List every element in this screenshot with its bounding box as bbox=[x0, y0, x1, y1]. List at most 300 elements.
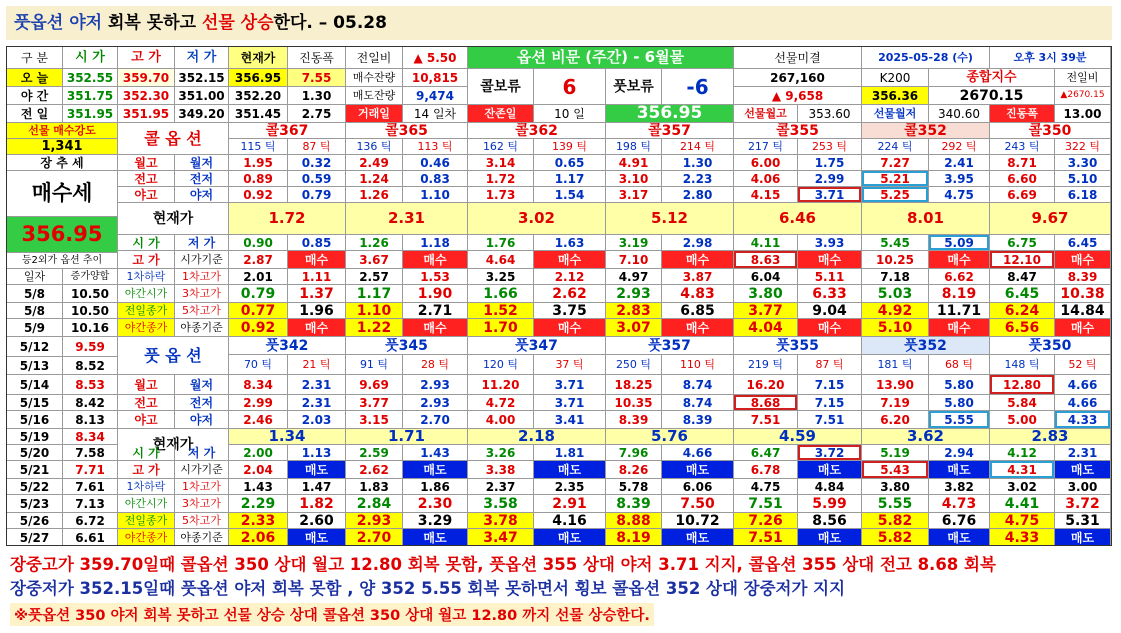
table-cell: 8.52 bbox=[63, 357, 118, 375]
table-cell: 3.75 bbox=[534, 303, 606, 319]
table-cell: 5.11 bbox=[798, 269, 862, 285]
table-cell: 2.31 bbox=[288, 375, 346, 395]
table-cell: 5.45 bbox=[862, 235, 929, 251]
table-cell: 매도 bbox=[798, 529, 862, 546]
table-cell: 월저 bbox=[175, 155, 229, 171]
table-cell: 87 틱 bbox=[288, 139, 346, 155]
table-cell: 3.15 bbox=[346, 411, 403, 429]
table-cell: 1.72 bbox=[229, 203, 346, 235]
table-cell: 9.69 bbox=[346, 375, 403, 395]
table-cell: 2.29 bbox=[229, 495, 288, 513]
table-cell: 10.25 bbox=[862, 251, 929, 269]
table-cell: 5.99 bbox=[798, 495, 862, 513]
table-cell: 5/23 bbox=[7, 495, 63, 513]
table-cell: 8.88 bbox=[606, 513, 662, 529]
table-cell: 매수 bbox=[798, 251, 862, 269]
table-cell: 현재가 bbox=[229, 47, 288, 69]
table-cell: 1.82 bbox=[288, 495, 346, 513]
table-cell: 진동폭 bbox=[288, 47, 346, 69]
table-cell: ▲2670.15 bbox=[1055, 87, 1111, 105]
table-cell: 8.19 bbox=[606, 529, 662, 546]
table-cell: 전일비 bbox=[1055, 69, 1111, 87]
table-cell: 4.16 bbox=[534, 513, 606, 529]
table-cell: 5/8 bbox=[7, 303, 63, 319]
title-recover: 회복 못하고 bbox=[107, 13, 202, 33]
table-cell: 6.62 bbox=[929, 269, 990, 285]
table-cell: 359.70 bbox=[118, 69, 175, 87]
table-cell: 10.50 bbox=[63, 285, 118, 303]
table-cell: 1.26 bbox=[346, 187, 403, 203]
table-cell: 8.71 bbox=[990, 155, 1055, 171]
table-cell: 풋350 bbox=[990, 337, 1111, 355]
table-cell: 351.75 bbox=[63, 87, 118, 105]
table-cell: 2.71 bbox=[403, 303, 468, 319]
table-cell: 야고 bbox=[118, 411, 175, 429]
table-cell: 6.75 bbox=[990, 235, 1055, 251]
table-cell: 3.25 bbox=[468, 269, 534, 285]
table-cell: 5.80 bbox=[929, 395, 990, 411]
table-cell: 야고 bbox=[118, 187, 175, 203]
table-cell: 14.84 bbox=[1055, 303, 1111, 319]
table-cell: 351.00 bbox=[175, 87, 229, 105]
table-cell: 3.71 bbox=[798, 187, 862, 203]
table-cell: 1.96 bbox=[288, 303, 346, 319]
table-cell: 7.51 bbox=[734, 411, 798, 429]
table-cell: 선물월저 bbox=[862, 105, 929, 123]
table-cell: 7.26 bbox=[734, 513, 798, 529]
table-cell: 콜보류 bbox=[468, 69, 534, 105]
options-table bbox=[6, 46, 1112, 546]
table-cell: 10.16 bbox=[63, 319, 118, 337]
table-cell: 시 가 bbox=[63, 47, 118, 69]
table-cell: 매도 bbox=[534, 529, 606, 546]
table-cell: 1.70 bbox=[468, 319, 534, 337]
table-cell: 351.95 bbox=[118, 105, 175, 123]
table-cell: 4.75 bbox=[929, 187, 990, 203]
table-cell: 5차고가 bbox=[175, 513, 229, 529]
table-cell: 1.72 bbox=[468, 171, 534, 187]
table-cell: 4.91 bbox=[606, 155, 662, 171]
table-cell: 1.10 bbox=[403, 187, 468, 203]
table-cell: 1차하락 bbox=[118, 479, 175, 495]
table-cell: 110 틱 bbox=[662, 355, 734, 375]
table-cell: 5.10 bbox=[862, 319, 929, 337]
table-cell: 6.33 bbox=[798, 285, 862, 303]
table-cell: 현재가 bbox=[118, 203, 229, 235]
table-cell: 352.20 bbox=[229, 87, 288, 105]
table-cell: 선물월고 bbox=[734, 105, 798, 123]
table-cell: 야간시가 bbox=[118, 285, 175, 303]
table-cell: 3.17 bbox=[606, 187, 662, 203]
table-cell: 0.59 bbox=[288, 171, 346, 187]
table-cell: 5.12 bbox=[606, 203, 734, 235]
table-cell: 5차고가 bbox=[175, 303, 229, 319]
table-cell: 8.39 bbox=[606, 411, 662, 429]
table-cell: 매수 bbox=[403, 251, 468, 269]
table-cell: 매수세 bbox=[7, 171, 118, 217]
table-cell: 2.30 bbox=[403, 495, 468, 513]
table-cell: 야간종가 bbox=[118, 529, 175, 546]
table-cell: 시 가 bbox=[118, 445, 175, 461]
table-cell: 4.04 bbox=[734, 319, 798, 337]
table-cell: 10.72 bbox=[662, 513, 734, 529]
table-cell: 2.93 bbox=[403, 375, 468, 395]
table-cell: 매도 bbox=[403, 529, 468, 546]
table-cell: 전저 bbox=[175, 395, 229, 411]
table-cell: 월저 bbox=[175, 375, 229, 395]
table-cell: 4.64 bbox=[468, 251, 534, 269]
table-cell: 1.30 bbox=[288, 87, 346, 105]
table-cell: 5/12 bbox=[7, 337, 63, 357]
table-cell: 0.89 bbox=[229, 171, 288, 187]
table-cell: 1차고가 bbox=[175, 479, 229, 495]
page-title bbox=[6, 6, 1112, 40]
table-cell: 콜362 bbox=[468, 123, 606, 139]
table-cell: 12.80 bbox=[990, 375, 1055, 395]
table-cell: 9.67 bbox=[990, 203, 1111, 235]
table-cell: 6.61 bbox=[63, 529, 118, 546]
table-cell: 전일종가 bbox=[118, 303, 175, 319]
table-cell: 5/8 bbox=[7, 285, 63, 303]
table-cell: 매수잔량 bbox=[346, 69, 403, 87]
table-cell: 3.71 bbox=[534, 375, 606, 395]
table-cell: K200 bbox=[862, 69, 929, 87]
table-cell: 8.34 bbox=[229, 375, 288, 395]
table-cell: 3.19 bbox=[606, 235, 662, 251]
table-cell: 1.66 bbox=[468, 285, 534, 303]
table-cell: 4.97 bbox=[606, 269, 662, 285]
table-cell: 콜 옵 션 bbox=[118, 123, 229, 155]
table-cell: 매수 bbox=[1055, 251, 1111, 269]
table-cell: 6.20 bbox=[862, 411, 929, 429]
table-cell: 매수 bbox=[662, 251, 734, 269]
table-cell: 18.25 bbox=[606, 375, 662, 395]
title-night: 야저 bbox=[63, 13, 108, 33]
table-cell: 2.18 bbox=[468, 429, 606, 445]
table-cell: 2.33 bbox=[229, 513, 288, 529]
table-cell: 11.20 bbox=[468, 375, 534, 395]
table-cell: 증가양합 bbox=[63, 269, 118, 285]
table-cell: 8.39 bbox=[1055, 269, 1111, 285]
table-cell: 매도 bbox=[662, 529, 734, 546]
table-cell: 풋352 bbox=[862, 337, 990, 355]
table-cell: 콜367 bbox=[229, 123, 346, 139]
table-cell: 70 틱 bbox=[229, 355, 288, 375]
table-cell: 1.90 bbox=[403, 285, 468, 303]
table-cell: 5.43 bbox=[862, 461, 929, 479]
table-cell: 0.85 bbox=[288, 235, 346, 251]
table-cell: 356.95 bbox=[229, 69, 288, 87]
table-cell: 10,815 bbox=[403, 69, 468, 87]
table-cell: 0.65 bbox=[534, 155, 606, 171]
title-date: 한다. – 05.28 bbox=[273, 13, 387, 33]
table-cell: 7.61 bbox=[63, 479, 118, 495]
table-cell: 2.91 bbox=[534, 495, 606, 513]
table-cell: 5.31 bbox=[1055, 513, 1111, 529]
table-cell: 2.62 bbox=[346, 461, 403, 479]
table-cell: 3.62 bbox=[862, 429, 990, 445]
table-cell: 3.47 bbox=[468, 529, 534, 546]
table-cell: 진동폭 bbox=[990, 105, 1055, 123]
table-cell: 7.10 bbox=[606, 251, 662, 269]
table-cell: 2.00 bbox=[229, 445, 288, 461]
table-cell: 1.73 bbox=[468, 187, 534, 203]
table-cell: 340.60 bbox=[929, 105, 990, 123]
table-cell: 6.45 bbox=[990, 285, 1055, 303]
table-cell: 6.06 bbox=[662, 479, 734, 495]
table-cell: 콜365 bbox=[346, 123, 468, 139]
table-cell: 356.36 bbox=[862, 87, 929, 105]
table-cell: 5/22 bbox=[7, 479, 63, 495]
title-put: 풋옵션 bbox=[14, 13, 64, 33]
table-cell: 4.83 bbox=[662, 285, 734, 303]
table-cell: 2.62 bbox=[534, 285, 606, 303]
table-cell: 2.83 bbox=[606, 303, 662, 319]
table-cell: 352.55 bbox=[63, 69, 118, 87]
table-cell: 1.71 bbox=[346, 429, 468, 445]
table-cell: 매수 bbox=[798, 319, 862, 337]
table-cell: 4.92 bbox=[862, 303, 929, 319]
table-cell: 6.04 bbox=[734, 269, 798, 285]
table-cell: 야저 bbox=[175, 187, 229, 203]
table-cell: 풋347 bbox=[468, 337, 606, 355]
table-cell: 5/14 bbox=[7, 375, 63, 395]
table-cell: 현재가 bbox=[118, 429, 229, 461]
table-cell: 351.95 bbox=[63, 105, 118, 123]
table-cell: 3.30 bbox=[1055, 155, 1111, 171]
table-cell: 2.87 bbox=[229, 251, 288, 269]
table-cell: 거래일 bbox=[346, 105, 403, 123]
table-cell: 0.92 bbox=[229, 319, 288, 337]
table-cell: 3차고가 bbox=[175, 495, 229, 513]
table-cell: 3.02 bbox=[990, 479, 1055, 495]
table-cell: 10.50 bbox=[63, 303, 118, 319]
table-cell: 야간시가 bbox=[118, 495, 175, 513]
table-cell: 3.87 bbox=[662, 269, 734, 285]
table-cell: 시가기준 bbox=[175, 251, 229, 269]
table-cell: 풋357 bbox=[606, 337, 734, 355]
table-cell: 356.95 bbox=[606, 105, 734, 123]
table-cell: 1.47 bbox=[288, 479, 346, 495]
table-cell: 3.82 bbox=[929, 479, 990, 495]
table-cell: 전고 bbox=[118, 395, 175, 411]
table-cell: 5.21 bbox=[862, 171, 929, 187]
table-cell: 5/15 bbox=[7, 395, 63, 411]
table-cell: 매수 bbox=[403, 319, 468, 337]
table-cell: 2.35 bbox=[534, 479, 606, 495]
table-cell: 4.84 bbox=[798, 479, 862, 495]
table-cell: 전일비 bbox=[346, 47, 403, 69]
table-cell: 16.20 bbox=[734, 375, 798, 395]
table-cell: 4.66 bbox=[1055, 395, 1111, 411]
table-cell: 7.15 bbox=[798, 395, 862, 411]
table-cell: 4.31 bbox=[990, 461, 1055, 479]
table-cell: 8.68 bbox=[734, 395, 798, 411]
table-cell: 2.12 bbox=[534, 269, 606, 285]
table-cell: 217 틱 bbox=[734, 139, 798, 155]
table-cell: 214 틱 bbox=[662, 139, 734, 155]
table-cell: 6.72 bbox=[63, 513, 118, 529]
table-cell: 2.03 bbox=[288, 411, 346, 429]
table-cell: 8.74 bbox=[662, 395, 734, 411]
table-cell: 5/26 bbox=[7, 513, 63, 529]
table-cell: 2.75 bbox=[288, 105, 346, 123]
table-cell: 풋355 bbox=[734, 337, 862, 355]
table-cell: 349.20 bbox=[175, 105, 229, 123]
table-cell: 매도 bbox=[929, 529, 990, 546]
table-cell: 3차고가 bbox=[175, 285, 229, 303]
table-cell: 2670.15 bbox=[929, 87, 1055, 105]
table-cell: 저 가 bbox=[175, 235, 229, 251]
table-cell: 2.80 bbox=[662, 187, 734, 203]
table-cell: 6.85 bbox=[662, 303, 734, 319]
table-cell: 6.56 bbox=[990, 319, 1055, 337]
table-cell: 21 틱 bbox=[288, 355, 346, 375]
table-cell: 3.00 bbox=[1055, 479, 1111, 495]
table-cell: 2.41 bbox=[929, 155, 990, 171]
table-cell: 8.63 bbox=[734, 251, 798, 269]
table-cell: 일자 bbox=[7, 269, 63, 285]
table-cell: 잔존일 bbox=[468, 105, 534, 123]
table-cell: 2.99 bbox=[229, 395, 288, 411]
table-cell: 6.60 bbox=[990, 171, 1055, 187]
table-cell: 저 가 bbox=[175, 445, 229, 461]
table-cell: 5/13 bbox=[7, 357, 63, 375]
table-cell: 매도 bbox=[929, 461, 990, 479]
table-cell: 전일종가 bbox=[118, 513, 175, 529]
table-cell: 1.52 bbox=[468, 303, 534, 319]
table-cell: 7.27 bbox=[862, 155, 929, 171]
table-cell: 매도잔량 bbox=[346, 87, 403, 105]
table-cell: 115 틱 bbox=[229, 139, 288, 155]
table-cell: 매수 bbox=[929, 319, 990, 337]
table-cell: 시 가 bbox=[118, 235, 175, 251]
table-cell: 2.31 bbox=[346, 203, 468, 235]
table-cell: 야간종가 bbox=[118, 319, 175, 337]
table-cell: 9.04 bbox=[798, 303, 862, 319]
table-cell: 7.96 bbox=[606, 445, 662, 461]
table-cell: 매도 bbox=[288, 529, 346, 546]
table-cell: 1.10 bbox=[346, 303, 403, 319]
table-cell: 352.30 bbox=[118, 87, 175, 105]
table-cell: 1.24 bbox=[346, 171, 403, 187]
table-cell: 2.06 bbox=[229, 529, 288, 546]
table-cell: 1.34 bbox=[229, 429, 346, 445]
table-cell: 253 틱 bbox=[798, 139, 862, 155]
table-cell: 5.03 bbox=[862, 285, 929, 303]
table-cell: 4.66 bbox=[1055, 375, 1111, 395]
table-cell: 구 분 bbox=[7, 47, 63, 69]
table-cell: 6.47 bbox=[734, 445, 798, 461]
table-cell: 1.30 bbox=[662, 155, 734, 171]
table-cell: 선물 매수강도 bbox=[7, 123, 118, 139]
table-cell: 8.01 bbox=[862, 203, 990, 235]
table-cell: 7.15 bbox=[798, 375, 862, 395]
table-cell: 8.13 bbox=[63, 411, 118, 429]
table-cell: 5/9 bbox=[7, 319, 63, 337]
table-cell: 고 가 bbox=[118, 461, 175, 479]
table-cell: 12.10 bbox=[990, 251, 1055, 269]
table-cell: 1.17 bbox=[534, 171, 606, 187]
table-cell: 267,160 bbox=[734, 69, 862, 87]
table-cell: 5.76 bbox=[606, 429, 734, 445]
table-cell: 오 늘 bbox=[7, 69, 63, 87]
table-cell: 4.66 bbox=[662, 445, 734, 461]
table-cell: 2.23 bbox=[662, 171, 734, 187]
table-cell: 2.59 bbox=[346, 445, 403, 461]
table-cell: 5.55 bbox=[862, 495, 929, 513]
table-cell: 4.73 bbox=[929, 495, 990, 513]
table-cell: 5.19 bbox=[862, 445, 929, 461]
table-cell: 전고 bbox=[118, 171, 175, 187]
table-cell: 3.14 bbox=[468, 155, 534, 171]
table-cell: 6 bbox=[534, 69, 606, 105]
table-cell: 1차고가 bbox=[175, 269, 229, 285]
table-cell: 1.43 bbox=[229, 479, 288, 495]
table-cell: 2.37 bbox=[468, 479, 534, 495]
table-cell: 7.51 bbox=[734, 529, 798, 546]
table-cell: 매도 bbox=[1055, 529, 1111, 546]
table-cell: 2.94 bbox=[929, 445, 990, 461]
table-cell: 11.71 bbox=[929, 303, 990, 319]
table-cell: 37 틱 bbox=[534, 355, 606, 375]
table-cell: 4.33 bbox=[1055, 411, 1111, 429]
table-cell: 오후 3시 39분 bbox=[990, 47, 1111, 69]
table-cell: 매수 bbox=[288, 251, 346, 269]
table-cell: 1.83 bbox=[346, 479, 403, 495]
table-cell: 4.15 bbox=[734, 187, 798, 203]
table-cell: 7.50 bbox=[662, 495, 734, 513]
table-cell: 13.90 bbox=[862, 375, 929, 395]
table-cell: ▲ 5.50 bbox=[403, 47, 468, 69]
table-cell: 0.32 bbox=[288, 155, 346, 171]
table-cell: 매수 bbox=[929, 251, 990, 269]
table-cell: 4.06 bbox=[734, 171, 798, 187]
table-cell: 1.13 bbox=[288, 445, 346, 461]
table-cell: 1.76 bbox=[468, 235, 534, 251]
table-cell: 3.07 bbox=[606, 319, 662, 337]
table-cell: 2.83 bbox=[990, 429, 1111, 445]
table-cell: 6.78 bbox=[734, 461, 798, 479]
table-cell: 5/20 bbox=[7, 445, 63, 461]
table-cell: 68 틱 bbox=[929, 355, 990, 375]
table-cell: 야저 bbox=[175, 411, 229, 429]
table-cell: 0.92 bbox=[229, 187, 288, 203]
table-cell: 7.51 bbox=[798, 411, 862, 429]
table-cell: 2.70 bbox=[346, 529, 403, 546]
table-cell: 전저 bbox=[175, 171, 229, 187]
table-cell: 매수 bbox=[534, 319, 606, 337]
table-cell: 4.11 bbox=[734, 235, 798, 251]
table-cell: 6.18 bbox=[1055, 187, 1111, 203]
table-cell: 2.93 bbox=[403, 395, 468, 411]
table-cell: 7.55 bbox=[288, 69, 346, 87]
table-cell: 4.33 bbox=[990, 529, 1055, 546]
table-cell: 4.72 bbox=[468, 395, 534, 411]
table-cell: 0.79 bbox=[229, 285, 288, 303]
table-cell: 1.63 bbox=[534, 235, 606, 251]
table-cell: 6.00 bbox=[734, 155, 798, 171]
table-cell: 매도 bbox=[662, 461, 734, 479]
table-cell: 87 틱 bbox=[798, 355, 862, 375]
table-cell: 224 틱 bbox=[862, 139, 929, 155]
table-cell: 4.12 bbox=[990, 445, 1055, 461]
table-cell: 5/16 bbox=[7, 411, 63, 429]
table-cell: 14 일차 bbox=[403, 105, 468, 123]
table-cell: 8.42 bbox=[63, 395, 118, 411]
table-cell: 5.78 bbox=[606, 479, 662, 495]
table-cell: 3.72 bbox=[1055, 495, 1111, 513]
